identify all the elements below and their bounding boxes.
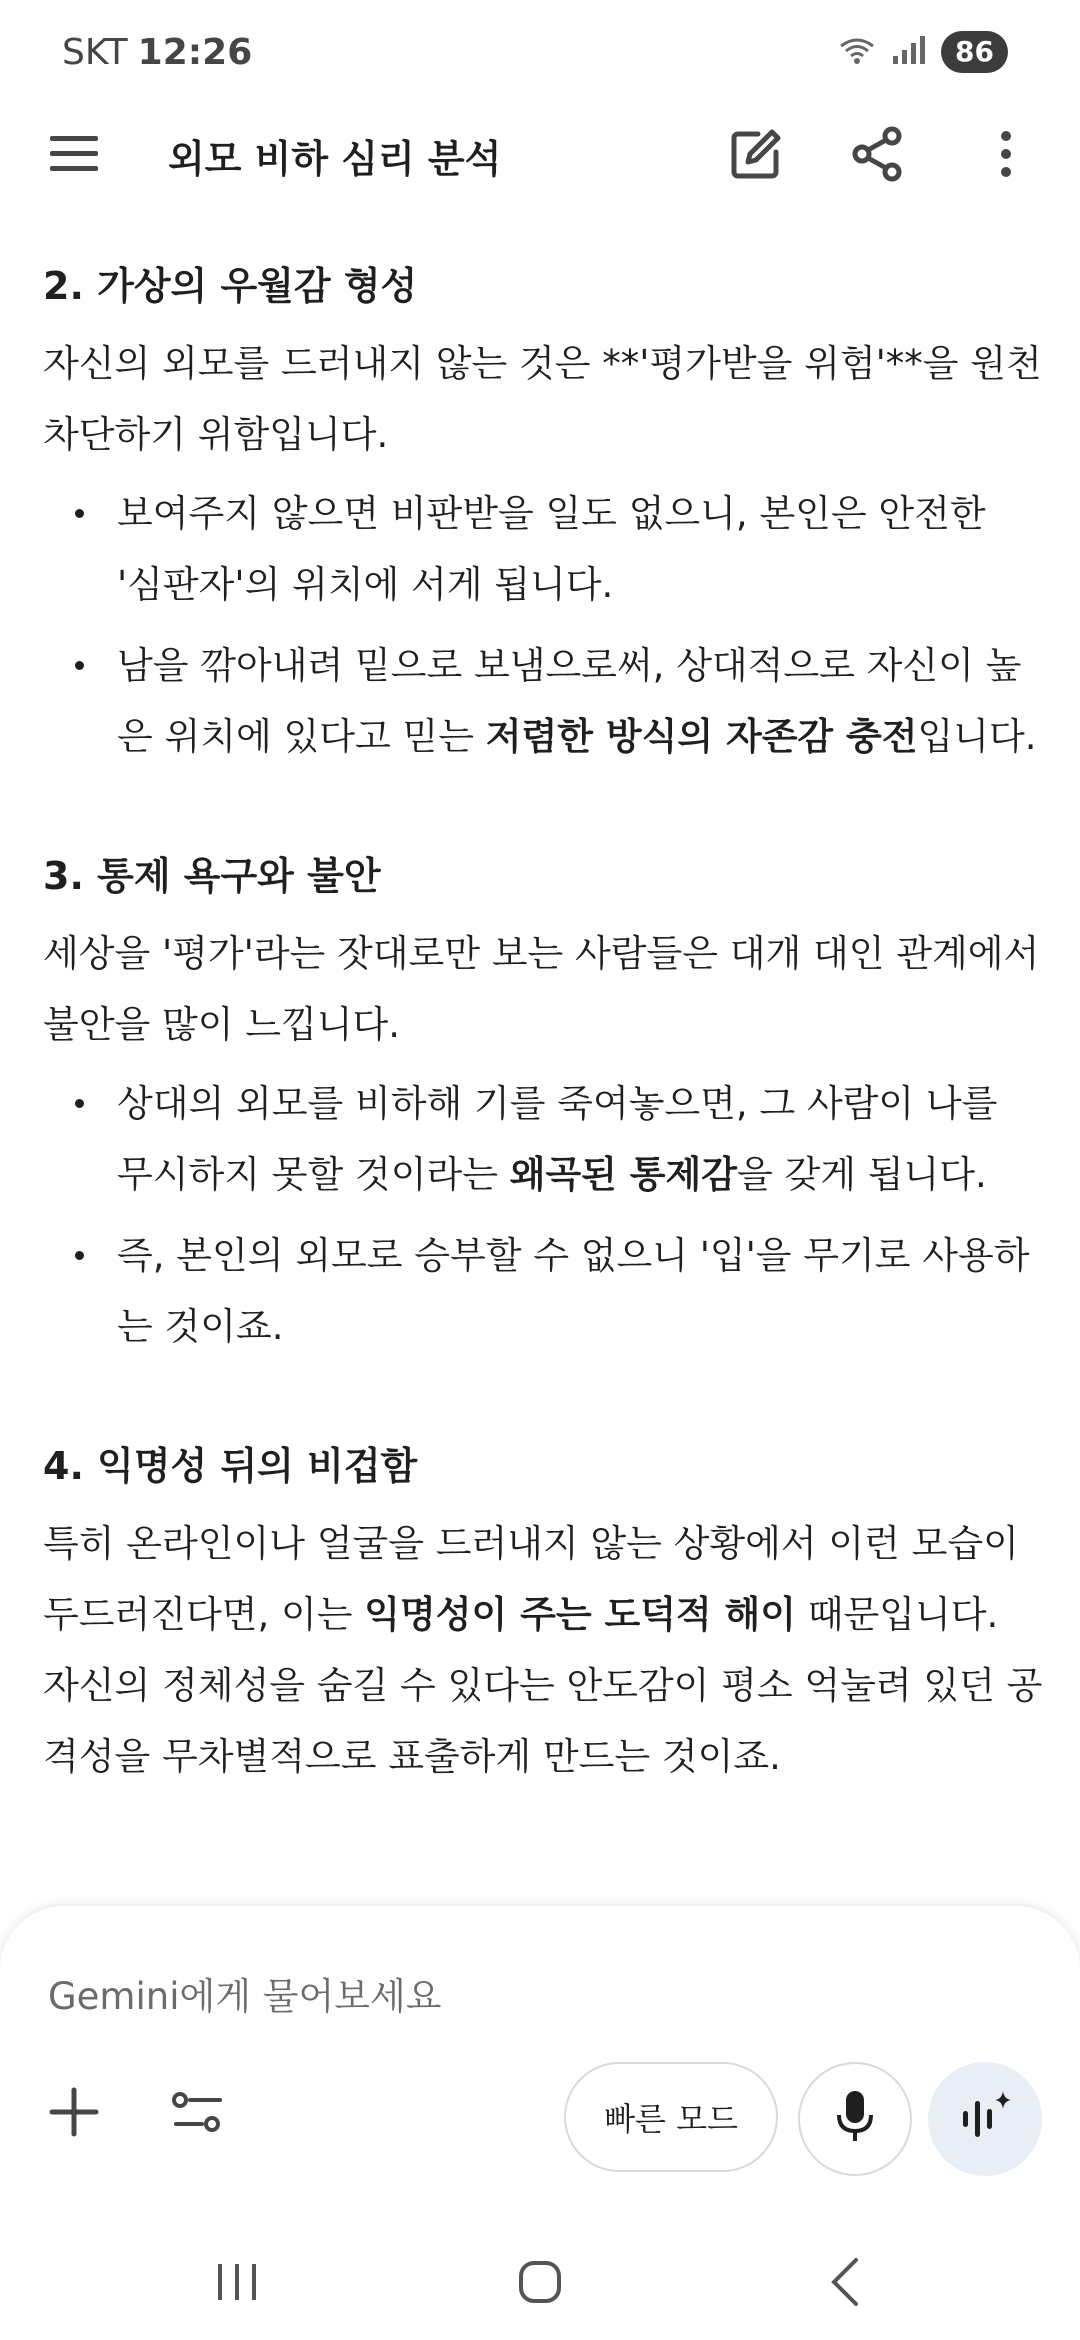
clock: 12:26 <box>137 31 253 73</box>
chat-title: 외모 비하 심리 분석 <box>168 137 502 181</box>
section-gap <box>43 1372 1043 1430</box>
wifi-icon <box>837 34 877 70</box>
edit-icon[interactable] <box>728 126 784 182</box>
share-icon[interactable] <box>850 126 906 182</box>
bullet-bold-text: 저렴한 방식의 자존감 충전 <box>485 715 918 758</box>
back-icon[interactable] <box>826 2256 862 2308</box>
bullet-text: 입니다. <box>917 715 1037 758</box>
bullet-text: 상대의 외모를 비하해 기를 죽여놓으면, 그 사람이 나를 무시하지 못할 것이라는 <box>117 1082 998 1196</box>
response-content <box>43 250 1043 1792</box>
bullet-item: 즉, 본인의 외모로 승부할 수 없으니 '입'을 무기로 사용하는 것이죠. <box>43 1220 1043 1362</box>
prompt-input[interactable]: Gemini에게 물어보세요 <box>48 1975 442 2018</box>
bullet-bold-text: 왜곡된 통제감 <box>509 1153 738 1196</box>
more-vert-icon[interactable] <box>990 126 1022 182</box>
app-bar <box>0 104 1080 204</box>
bullet-item: 보여주지 않으면 비판받을 일도 없으니, 본인은 안전한 '심판자'의 위치에 서게 됩니다. <box>43 478 1043 620</box>
signal-icon <box>891 34 927 70</box>
tools-icon[interactable] <box>170 2086 226 2138</box>
paragraph-text: 때문입니다. 자신의 정체성을 숨길 수 있다는 안도감이 평소 억눌려 있던 공격성을 무차별적으로 표출하게 만드는 것이죠. <box>43 1593 1043 1778</box>
status-right <box>837 31 1008 73</box>
system-nav-bar <box>0 2240 1080 2340</box>
section-gap <box>43 782 1043 840</box>
bullet-text: 남을 깎아내려 밑으로 보냄으로써, 상대적으로 자신이 높은 위치에 있다고 믿는 <box>117 644 1022 758</box>
section-heading: 2. 가상의 우월감 형성 <box>43 264 418 308</box>
status-bar <box>0 0 1080 104</box>
plus-icon[interactable] <box>48 2086 100 2138</box>
mic-button[interactable] <box>798 2062 912 2176</box>
bullet-item <box>43 630 1043 772</box>
bullet-item <box>43 1068 1043 1210</box>
recents-icon[interactable] <box>214 2260 260 2304</box>
section-heading: 3. 통제 욕구와 불안 <box>43 854 381 898</box>
live-button[interactable] <box>928 2062 1042 2176</box>
menu-icon[interactable] <box>44 130 104 178</box>
paragraph-text: 특히 온라인이나 얼굴을 드러내지 않는 상황에서 이런 모습이 두드러진다면, 이는 <box>43 1522 1019 1636</box>
bullet-list <box>43 478 1043 772</box>
bullet-list <box>43 1068 1043 1362</box>
section-paragraph: 자신의 외모를 드러내지 않는 것은 **'평가받을 위험'**을 원천 차단하기 위함입니다. <box>43 342 1042 456</box>
home-icon[interactable] <box>518 2258 562 2306</box>
bullet-text: 을 갖게 됩니다. <box>737 1153 987 1196</box>
fast-mode-button[interactable]: 빠른 모드 <box>564 2062 778 2172</box>
section-paragraph: 세상을 '평가'라는 잣대로만 보는 사람들은 대개 대인 관계에서 불안을 많이 느낍니다. <box>43 932 1040 1046</box>
section-heading: 4. 익명성 뒤의 비겁함 <box>43 1444 418 1488</box>
battery-level: 86 <box>941 31 1008 73</box>
status-left <box>62 32 252 73</box>
carrier-label: SKT <box>62 31 128 73</box>
paragraph-bold-text: 익명성이 주는 도덕적 해이 <box>364 1593 797 1636</box>
section-paragraph <box>43 1508 1043 1792</box>
live-icon <box>955 2087 1015 2151</box>
mic-icon <box>835 2089 875 2149</box>
